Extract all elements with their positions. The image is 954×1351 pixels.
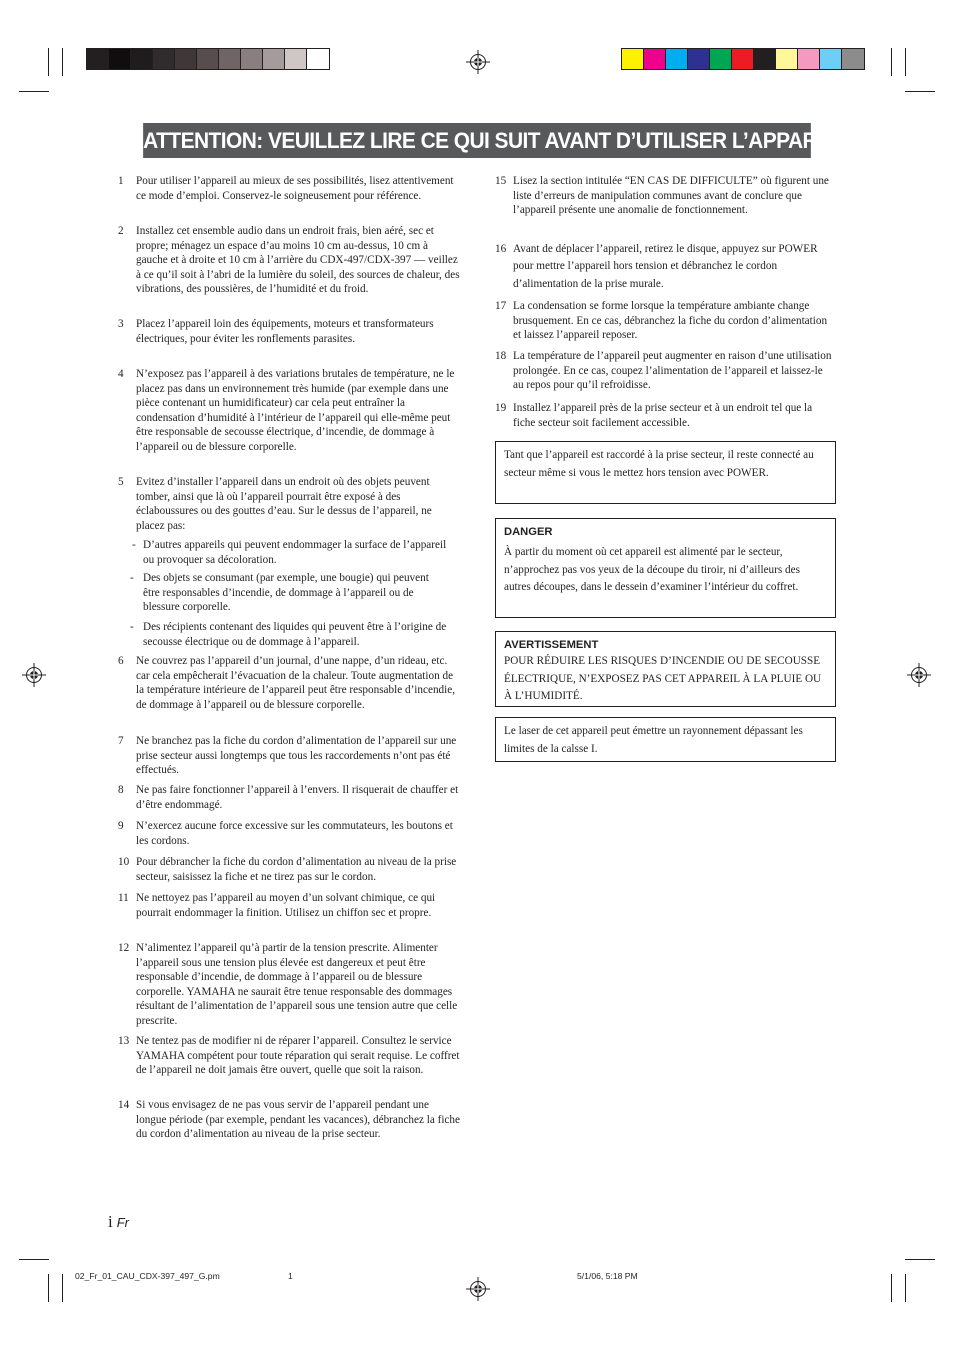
item-number: 1 bbox=[118, 175, 124, 187]
registration-mark-icon bbox=[466, 1277, 490, 1301]
sub-item-text: Des récipients contenant des liquides qui peuvent être à l’origine de secousse électrique ou de dommage à l’appareil. bbox=[143, 621, 447, 648]
color-swatch bbox=[710, 49, 732, 69]
warning-text: POUR RÉDUIRE LES RISQUES D’INCENDIE OU DE SECOUSSE ÉLECTRIQUE, N’EXPOSEZ PAS CET APPAREIL À LA PLUIE OU À L’HUMIDITÉ. bbox=[504, 655, 822, 703]
sub-item-text: Des objets se consumant (par exemple, une bougie) qui peuvent être responsables d’incendie, de dommage à l’appareil ou de blessure corporelle. bbox=[143, 572, 429, 614]
item-number: 14 bbox=[118, 1099, 130, 1111]
sub-item-dash: - bbox=[130, 621, 134, 633]
laser-notice-box bbox=[495, 717, 836, 762]
item-number: 16 bbox=[495, 243, 507, 255]
color-swatch bbox=[644, 49, 666, 69]
item-text: La température de l’appareil peut augmenter en raison d’une utilisation prolongée. En ce cas, coupez l’alimentation de l’appareil et laissez-le au repos pour qu’il refroidisse. bbox=[513, 350, 832, 392]
item-number: 11 bbox=[118, 892, 129, 904]
item-number: 10 bbox=[118, 856, 130, 868]
item-text: Evitez d’installer l’appareil dans un endroit où des objets peuvent tomber, ainsi que là où l’appareil pourrait être exposé à des éclaboussures ou des gouttes d’eau. Sur le dessus de l’appareil, ne placez pas: bbox=[136, 476, 432, 532]
item-text: Installez l’appareil près de la prise secteur et à un endroit tel que la fiche secteur soit facilement accessible. bbox=[513, 402, 813, 429]
item-number: 2 bbox=[118, 225, 124, 237]
item-text: Ne pas faire fonctionner l’appareil à l’envers. Il risquerait de chauffer et d’être endommagé. bbox=[136, 784, 459, 811]
item-number: 18 bbox=[495, 350, 507, 362]
page-number-roman: i bbox=[108, 1212, 113, 1231]
crop-mark bbox=[19, 91, 49, 92]
item-number: 15 bbox=[495, 175, 507, 187]
item-number: 4 bbox=[118, 368, 124, 380]
crop-mark bbox=[48, 1274, 49, 1302]
danger-text: À partir du moment où cet appareil est alimenté par le secteur, n’approchez pas vos yeux de la découpe du tiroir, ni d’ailleurs des autres découpes, dans le dessein d’examiner l’intérieur du coffret. bbox=[504, 546, 800, 594]
item-text: Ne couvrez pas l’appareil d’un journal, d’une nappe, d’un rideau, etc. car cela empêcherait l’évacuation de la chaleur. Toute augmentation de la température intérieure de l’appareil peut être responsable d’incendie, de dommage à l’appareil ou de blessure corporelle. bbox=[136, 655, 455, 711]
crop-mark bbox=[19, 1259, 49, 1260]
crop-mark bbox=[891, 48, 892, 76]
item-text: Installez cet ensemble audio dans un endroit frais, bien aéré, sec et propre; ménagez un espace d’au moins 10 cm au-dessus, 10 cm à gauche et à droite et 10 cm à l’arrière du CDX-497/CDX-397 — veillez à ce qu’il soit à l’abri de la lumière du soleil, des sources de chaleur, des vibrations, des poussières, de l’humidité et du froid. bbox=[136, 225, 460, 296]
item-text: Pour débrancher la fiche du cordon d’alimentation au niveau de la prise secteur, saisissez la fiche et ne tirez pas sur le cordon. bbox=[136, 856, 457, 883]
footer-filename: 02_Fr_01_CAU_CDX-397_497_G.pm bbox=[75, 1271, 220, 1281]
item-text: Avant de déplacer l’appareil, retirez le disque, appuyez sur POWER pour mettre l’appareil hors tension et débranchez le cordon d’alimentation de la prise murale. bbox=[513, 243, 818, 290]
warning-box bbox=[495, 631, 836, 707]
color-swatch bbox=[732, 49, 754, 69]
power-notice-box bbox=[495, 441, 836, 504]
item-number: 17 bbox=[495, 300, 507, 312]
color-swatch bbox=[153, 49, 175, 69]
item-text: Placez l’appareil loin des équipements, moteurs et transformateurs électriques, pour éviter les ronflements parasites. bbox=[136, 318, 434, 345]
sub-item-dash: - bbox=[130, 572, 134, 584]
page-number bbox=[108, 1212, 129, 1232]
item-text: N’exercez aucune force excessive sur les commutateurs, les boutons et les cordons. bbox=[136, 820, 453, 847]
color-swatch bbox=[820, 49, 842, 69]
registration-mark-icon bbox=[466, 50, 490, 74]
crop-mark bbox=[62, 1274, 63, 1302]
item-number: 7 bbox=[118, 735, 124, 747]
color-swatch bbox=[622, 49, 644, 69]
color-swatch bbox=[87, 49, 109, 69]
color-swatch bbox=[175, 49, 197, 69]
footer-page: 1 bbox=[288, 1271, 293, 1281]
item-text: Lisez la section intitulée “EN CAS DE DIFFICULTE” où figurent une liste d’erreurs de manipulation communes avant de conclure que l’appareil présente une anomalie de fonctionnement. bbox=[513, 175, 829, 217]
color-swatch bbox=[307, 49, 329, 69]
color-swatch bbox=[285, 49, 307, 69]
color-swatch bbox=[263, 49, 285, 69]
item-number: 19 bbox=[495, 402, 507, 414]
crop-mark bbox=[48, 48, 49, 76]
item-number: 6 bbox=[118, 655, 124, 667]
color-swatch bbox=[842, 49, 864, 69]
item-text: Si vous envisagez de ne pas vous servir de l’appareil pendant une longue période (par exemple, pendant les vacances), débranchez la fiche du cordon d’alimentation au niveau de la prise secteur. bbox=[136, 1099, 460, 1141]
sub-item-text: D’autres appareils qui peuvent endommager la surface de l’appareil ou provoquer sa décoloration. bbox=[143, 539, 447, 566]
item-text: Ne tentez pas de modifier ni de réparer l’appareil. Consultez le service YAMAHA compétent pour toute réparation qui serait requise. Le coffret de l’appareil ne doit jamais être ouvert, quelle que soit la raison. bbox=[136, 1035, 460, 1077]
grayscale-bar bbox=[86, 48, 330, 70]
registration-mark-icon bbox=[907, 663, 931, 687]
color-swatch bbox=[688, 49, 710, 69]
color-swatch bbox=[754, 49, 776, 69]
color-bar bbox=[621, 48, 865, 70]
color-swatch bbox=[219, 49, 241, 69]
power-notice-text: Tant que l’appareil est raccordé à la prise secteur, il reste connecté au secteur même si vous le mettez hors tension avec POWER. bbox=[504, 449, 814, 479]
item-text: N’exposez pas l’appareil à des variations brutales de température, ne le placez pas dans un environnement très humide (par exemple dans une pièce contenant un humidificateur) car cela peut entraîner la condensation d’humidité à l’intérieur de l’appareil qui elle-même peut être responsable de secousse électrique, d’incendie, de dommage à l’appareil ou de blessure corporelle. bbox=[136, 368, 455, 453]
page-title: ATTENTION: VEUILLEZ LIRE CE QUI SUIT AVANT D’UTILISER L’APPAREIL. bbox=[143, 123, 811, 158]
warning-heading: AVERTISSEMENT bbox=[504, 639, 599, 651]
item-text: Ne nettoyez pas l’appareil au moyen d’un solvant chimique, ce qui pourrait endommager la finition. Utilisez un chiffon sec et propre. bbox=[136, 892, 436, 919]
crop-mark bbox=[905, 91, 935, 92]
color-swatch bbox=[131, 49, 153, 69]
item-text: N’alimentez l’appareil qu’à partir de la tension prescrite. Alimenter l’appareil sous une tension plus élevée est dangereux et peut être responsable d’incendie, de dommage à l’appareil ou de blessure corporelle. YAMAHA ne saurait être tenue responsable des dommages résultant de l’alimentation de l’appareil sous une tension autre que celle prescrite. bbox=[136, 942, 458, 1027]
footer-timestamp: 5/1/06, 5:18 PM bbox=[577, 1271, 638, 1281]
item-number: 5 bbox=[118, 476, 124, 488]
item-number: 12 bbox=[118, 942, 130, 954]
laser-notice-text: Le laser de cet appareil peut émettre un rayonnement dépassant les limites de la calsse I. bbox=[504, 725, 803, 755]
danger-heading: DANGER bbox=[504, 526, 553, 538]
color-swatch bbox=[798, 49, 820, 69]
color-swatch bbox=[241, 49, 263, 69]
language-code: Fr bbox=[116, 1215, 130, 1230]
sub-item-dash: - bbox=[132, 539, 136, 551]
crop-mark bbox=[905, 1259, 935, 1260]
danger-box bbox=[495, 518, 836, 618]
item-text: Ne branchez pas la fiche du cordon d’alimentation de l’appareil sur une prise secteur aussi longtemps que tous les raccordements n’ont pas été effectués. bbox=[136, 735, 457, 777]
item-number: 9 bbox=[118, 820, 124, 832]
item-text: Pour utiliser l’appareil au mieux de ses possibilités, lisez attentivement ce mode d’emploi. Conservez-le soigneusement pour référence. bbox=[136, 175, 454, 202]
item-number: 3 bbox=[118, 318, 124, 330]
registration-mark-icon bbox=[22, 663, 46, 687]
crop-mark bbox=[905, 1274, 906, 1302]
crop-mark bbox=[62, 48, 63, 76]
color-swatch bbox=[109, 49, 131, 69]
crop-mark bbox=[891, 1274, 892, 1302]
color-swatch bbox=[666, 49, 688, 69]
item-number: 13 bbox=[118, 1035, 130, 1047]
color-swatch bbox=[197, 49, 219, 69]
item-text: La condensation se forme lorsque la température ambiante change brusquement. En ce cas, débranchez la fiche du cordon d’alimentation et laissez l’appareil reposer. bbox=[513, 300, 828, 342]
crop-mark bbox=[905, 48, 906, 76]
item-number: 8 bbox=[118, 784, 124, 796]
color-swatch bbox=[776, 49, 798, 69]
